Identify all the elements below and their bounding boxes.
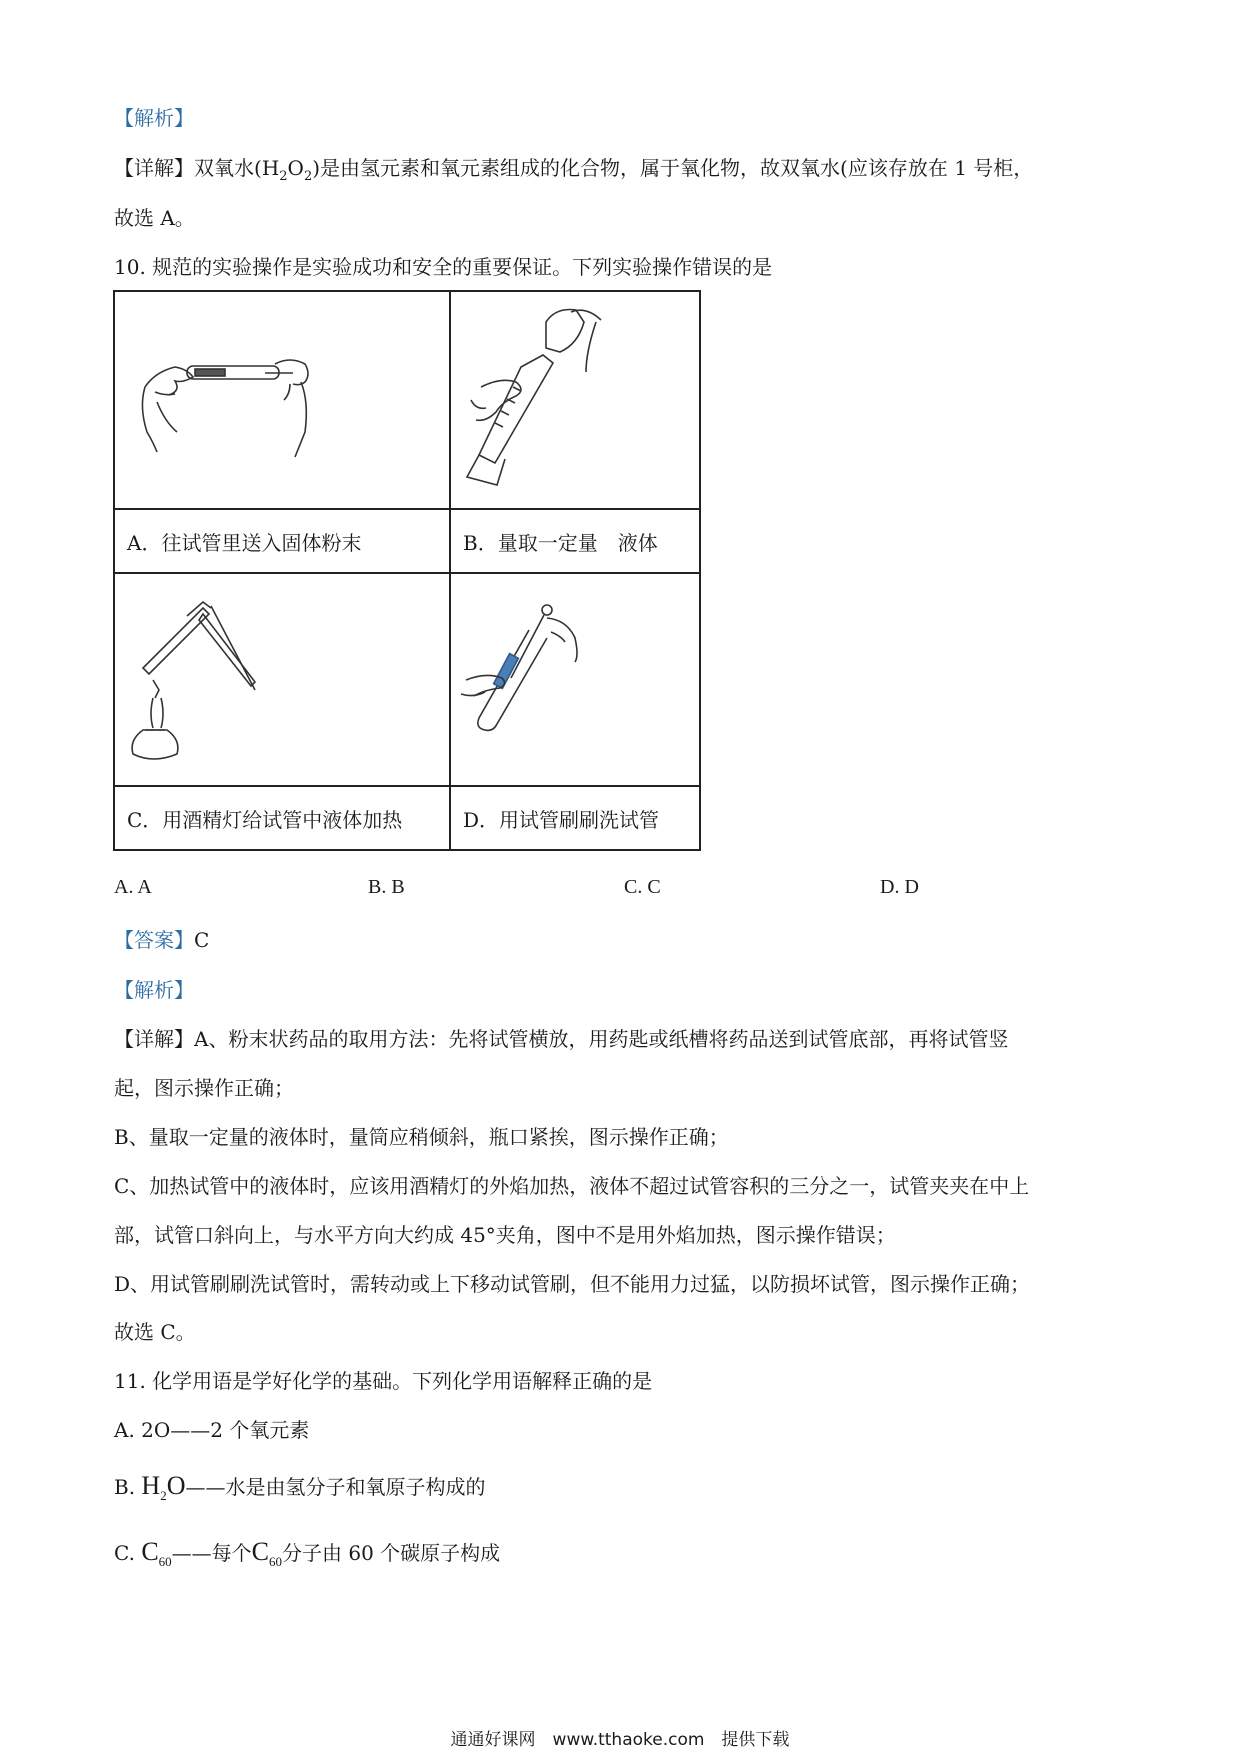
detail-line: 部，试管口斜向上，与水平方向大约成 45°夹角，图中不是用外焰加热，图示操作错误； (114, 1223, 896, 1247)
page-footer: 通通好课网 www.tthaoke.com 提供下载 (450, 1730, 790, 1750)
option-caption: C．用酒精灯给试管中液体加热 (114, 786, 450, 850)
option-c[interactable]: C. C (624, 876, 661, 898)
formula-h: H (141, 1471, 161, 1500)
detail-line: 故选 A。 (114, 206, 195, 230)
operations-table (113, 290, 701, 851)
question-stem: 11. 化学用语是学好化学的基础。下列化学用语解释正确的是 (114, 1369, 653, 1393)
figure-cell (114, 291, 450, 509)
detail-line (114, 154, 1033, 191)
option-label: C. (114, 1541, 135, 1565)
alcohol-lamp-heating-icon (115, 588, 437, 766)
option-d[interactable]: D. D (880, 876, 919, 898)
graduated-cylinder-pour-icon (451, 292, 687, 503)
figure-cell (114, 573, 450, 786)
option-b[interactable] (114, 1472, 485, 1510)
figure-cell (450, 573, 700, 786)
detail-line: 起，图示操作正确； (114, 1076, 294, 1100)
detail-text: 【详解】双氧水( (114, 156, 262, 180)
formula-sub: 2 (303, 169, 313, 184)
option-text: ——水是由氢分子和氧原子构成的 (185, 1475, 486, 1499)
option-text: ——每个 (171, 1541, 252, 1565)
detail-line: 故选 C。 (114, 1320, 196, 1344)
water-formula (141, 1471, 186, 1504)
analysis-tag: 【解析】 (114, 978, 194, 1002)
formula-o: O (166, 1471, 186, 1500)
formula-sub: 60 (158, 1554, 172, 1570)
detail-line: C、加热试管中的液体时，应该用酒精灯的外焰加热，液体不超过试管容积的三分之一，试管夹夹在中上 (114, 1174, 1030, 1198)
option-caption: D．用试管刷刷洗试管 (450, 786, 700, 850)
detail-line: B、量取一定量的液体时，量筒应稍倾斜，瓶口紧挨，图示操作正确； (114, 1125, 729, 1149)
formula-sub: 60 (269, 1554, 282, 1570)
analysis-tag: 【解析】 (114, 106, 194, 130)
test-tube-powder-icon (115, 292, 437, 503)
option-label: B. (114, 1475, 136, 1499)
option-caption: B．量取一定量 液体 (450, 509, 700, 573)
option-a[interactable]: A. 2O——2 个氧元素 (114, 1418, 310, 1442)
formula-h: H (261, 156, 280, 180)
formula-o: O (287, 156, 304, 180)
detail-text: )是由氢元素和氧元素组成的化合物，属于氧化物，故双氧水(应该存放在 1 号柜， (312, 156, 1034, 180)
answer-value: C (194, 928, 210, 952)
option-text: 分子由 60 个碳原子构成 (282, 1541, 501, 1565)
c60-formula (141, 1537, 172, 1570)
question-stem: 10. 规范的实验操作是实验成功和安全的重要保证。下列实验操作错误的是 (114, 255, 773, 279)
option-c[interactable] (114, 1538, 500, 1576)
detail-line: 【详解】A、粉末状药品的取用方法：先将试管横放，用药匙或纸槽将药品送到试管底部，再将试管竖 (114, 1027, 1009, 1051)
formula-c: C (251, 1537, 269, 1566)
formula-sub: 2 (160, 1488, 167, 1504)
formula-c: C (141, 1537, 159, 1566)
option-b[interactable]: B. B (368, 876, 405, 898)
c60-formula (251, 1537, 282, 1570)
test-tube-brush-icon (451, 588, 687, 766)
formula-sub: 2 (279, 169, 288, 184)
figure-cell (450, 291, 700, 509)
answer-tag: 【答案】 (114, 928, 194, 952)
option-caption: A．往试管里送入固体粉末 (114, 509, 450, 573)
option-a[interactable]: A. A (114, 876, 152, 898)
detail-line: D、用试管刷刷洗试管时，需转动或上下移动试管刷，但不能用力过猛，以防损坏试管，图示操作正确； (114, 1272, 1031, 1296)
answer-line (114, 926, 209, 954)
